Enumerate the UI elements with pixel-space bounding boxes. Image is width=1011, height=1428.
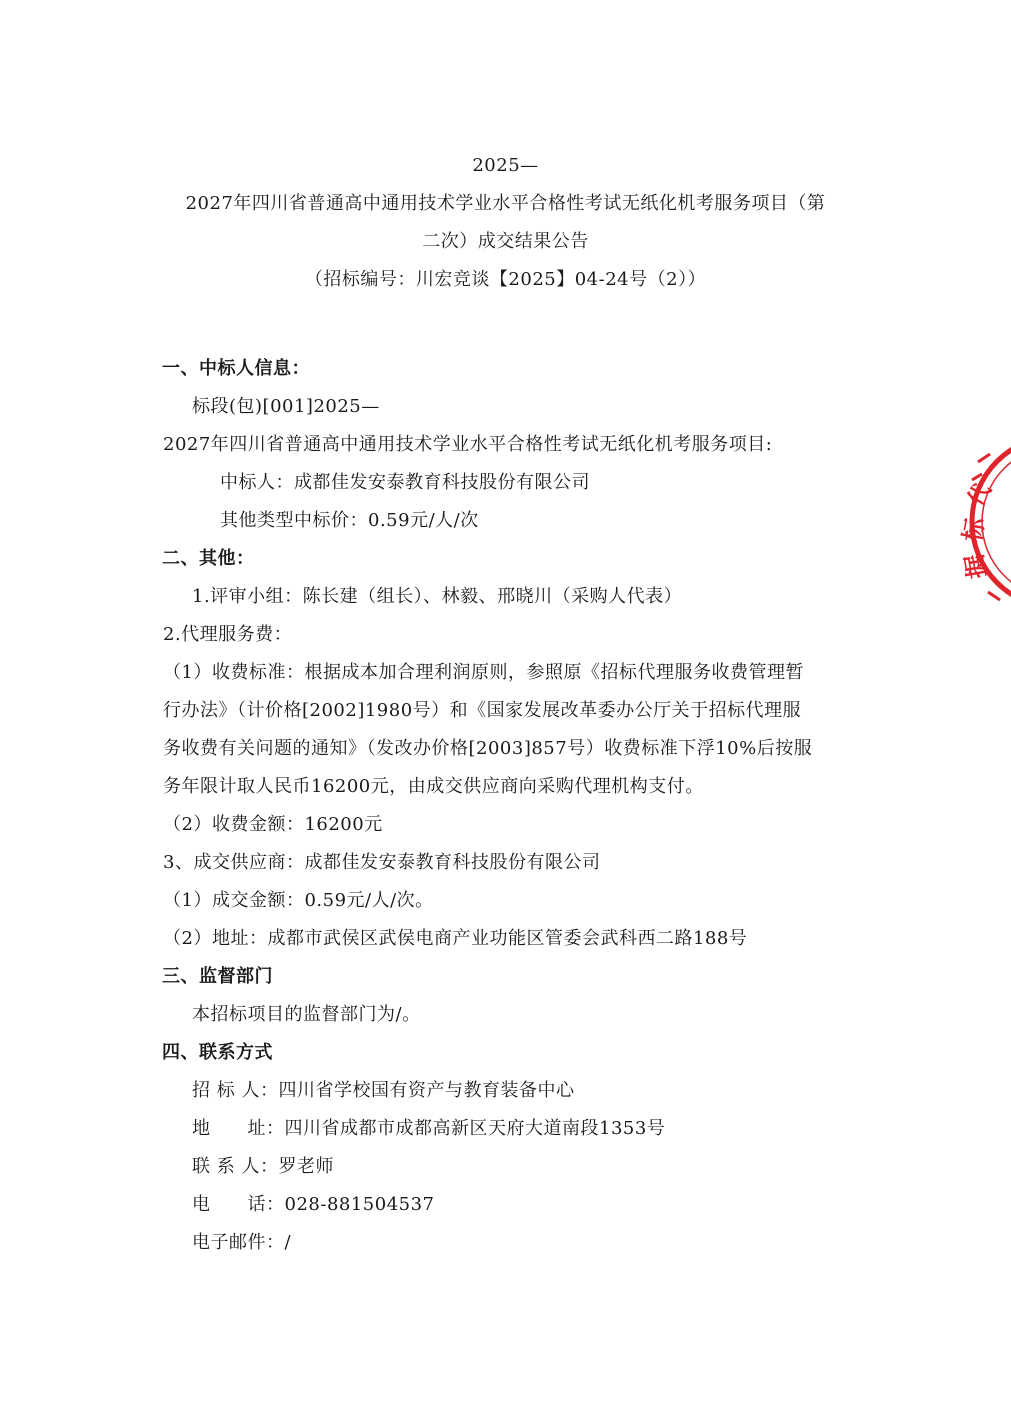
section-heading-winner: 一、中标人信息： (162, 358, 310, 379)
seal-char-1: 代 (963, 479, 997, 511)
title-line-1: 2025— (472, 155, 539, 176)
contact-email: 电子邮件：/ (192, 1232, 292, 1253)
tender-number: （招标编号：川宏竞谈【2025】04-24号（2）） (304, 269, 707, 290)
fee-amount: （2）收费金额：16200元 (163, 814, 383, 835)
title-line-3: 二次）成交结果公告 (422, 231, 589, 252)
contact-phone: 电 话：028-881504537 (192, 1194, 435, 1215)
fee-standard-line-3: 务收费有关问题的通知》（发改办价格[2003]857号）收费标准下浮10%后按服 (163, 738, 813, 759)
section-heading-supervision: 三、监督部门 (162, 966, 273, 987)
seal-char-2: 标 (958, 515, 990, 544)
section-heading-contact: 四、联系方式 (162, 1042, 273, 1063)
seal-char-3: 据 (960, 552, 992, 581)
winner-name: 中标人：成都佳发安泰教育科技股份有限公司 (220, 472, 590, 493)
title-line-2: 2027年四川省普通高中通用技术学业水平合格性考试无纸化机考服务项目（第 (185, 193, 826, 214)
supervision-text: 本招标项目的监督部门为/。 (192, 1004, 421, 1025)
winning-price: 其他类型中标价：0.59元/人/次 (220, 510, 479, 531)
agency-fee-heading: 2.代理服务费： (163, 624, 293, 645)
fee-standard-line-4: 务年限计取人民币16200元，由成交供应商向采购代理机构支付。 (163, 776, 704, 797)
fee-standard-line-1: （1）收费标准：根据成本加合理利润原则，参照原《招标代理服务收费管理暂 (163, 662, 804, 683)
supplier-address: （2）地址：成都市武侯区武侯电商产业功能区管委会武科西二路188号 (163, 928, 748, 949)
section-heading-other: 二、其他： (162, 548, 255, 569)
contact-address: 地 址：四川省成都市成都高新区天府大道南段1353号 (192, 1118, 666, 1139)
review-panel: 1.评审小组：陈长建（组长）、林毅、邢晓川（采购人代表） (192, 586, 683, 607)
package-line-1: 标段(包)[001]2025— (192, 396, 380, 417)
deal-amount: （1）成交金额：0.59元/人/次。 (163, 890, 434, 911)
contact-person: 联 系 人：罗老师 (192, 1156, 334, 1177)
red-seal-stamp (958, 432, 1011, 612)
package-line-2: 2027年四川省普通高中通用技术学业水平合格性考试无纸化机考服务项目: (163, 434, 773, 455)
deal-supplier: 3、成交供应商：成都佳发安泰教育科技股份有限公司 (163, 852, 601, 873)
fee-standard-line-2: 行办法》（计价格[2002]1980号）和《国家发展改革委办公厅关于招标代理服 (163, 700, 802, 721)
contact-tenderer: 招 标 人：四川省学校国有资产与教育装备中心 (192, 1080, 575, 1101)
